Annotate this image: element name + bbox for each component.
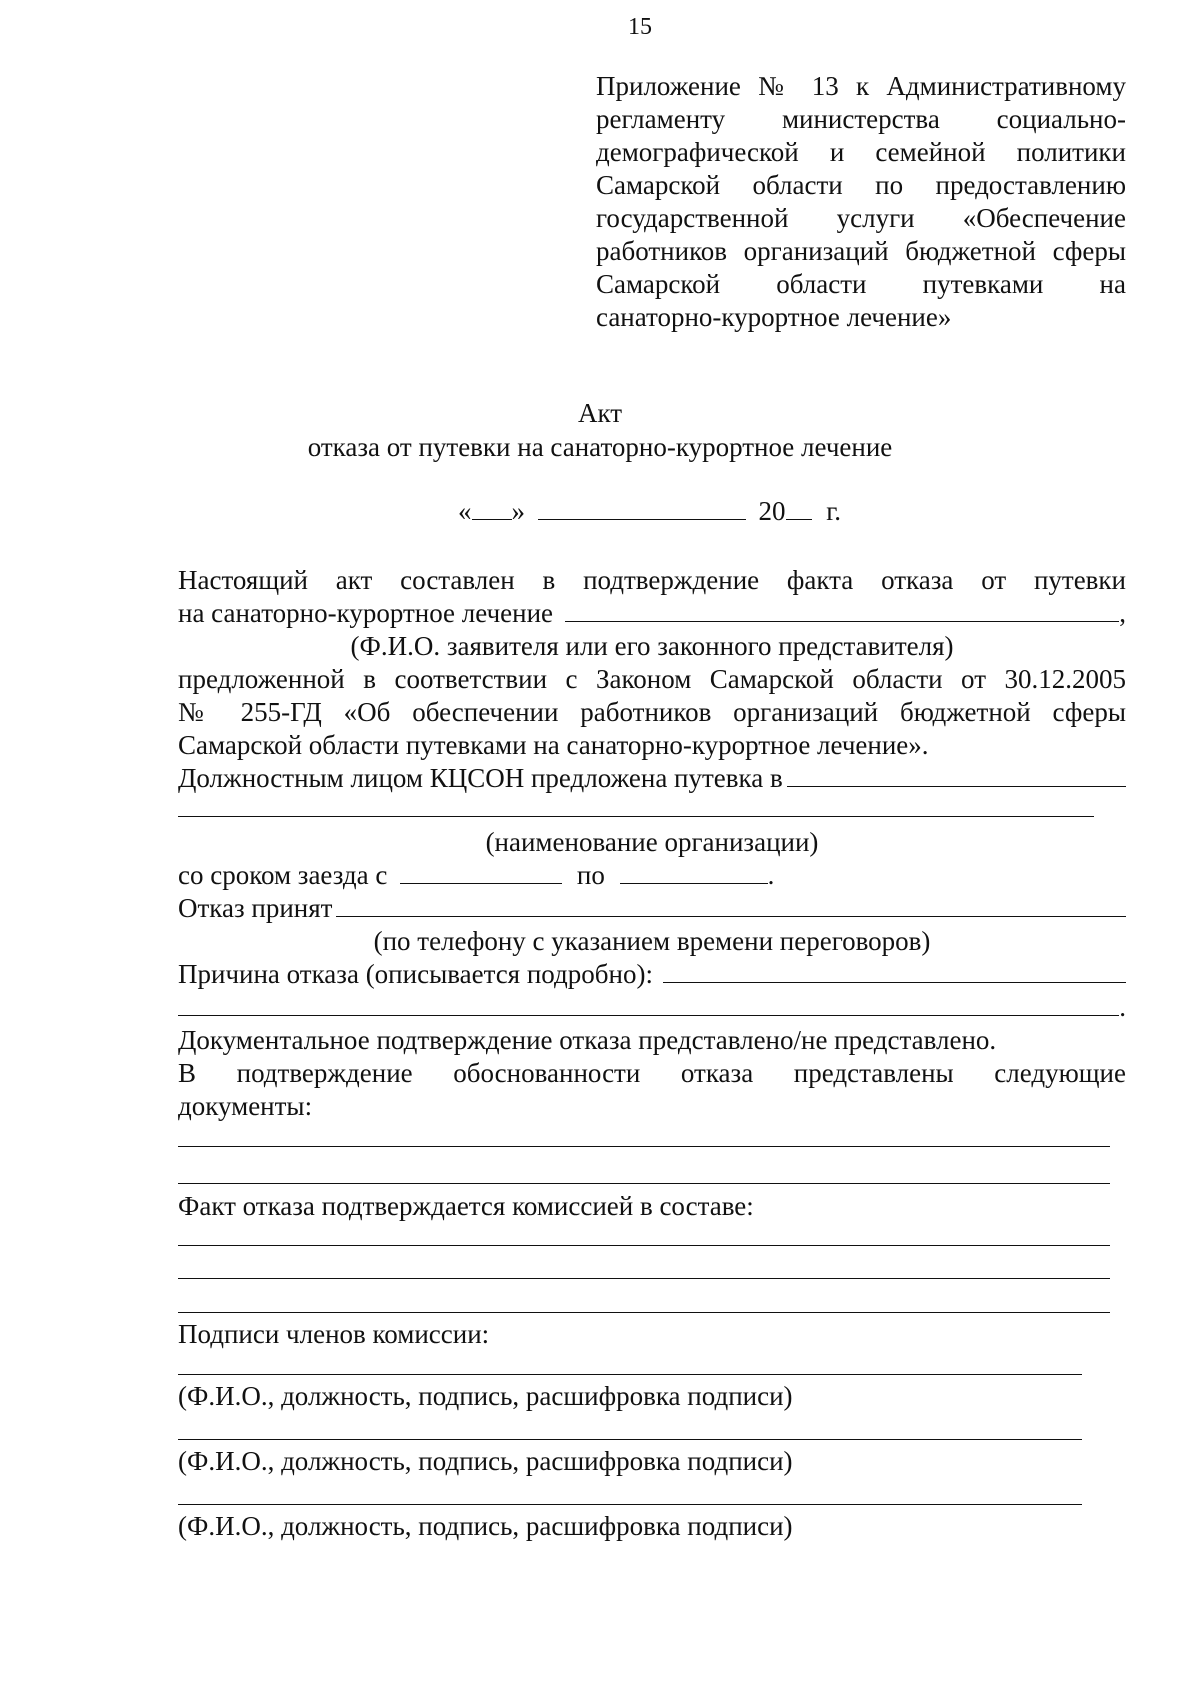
period-to: по — [576, 860, 605, 890]
refusal-received-line — [178, 892, 1126, 925]
signature-blank-1[interactable] — [178, 1374, 1082, 1375]
hint-fio: (Ф.И.О. заявителя или его законного представителя) — [350, 631, 954, 661]
document-subtitle: отказа от путевки на санаторно-курортное лечение — [307, 432, 893, 462]
year-blank[interactable] — [786, 497, 812, 520]
hint-org: (наименование организации) — [485, 827, 819, 857]
date-line — [458, 496, 841, 527]
paragraph-line: Настоящий акт составлен в подтверждение факта отказа от путевки — [178, 565, 1126, 595]
appendix-line: Приложение № 13 к Административному — [596, 71, 1126, 101]
paragraph-line: № 255-ГД «Об обеспечении работников организаций бюджетной сферы — [178, 697, 1126, 727]
offered-line — [178, 762, 1126, 795]
period-start-blank[interactable] — [400, 861, 562, 884]
offered-label: Должностным лицом КЦСОН предложена путевка в — [178, 763, 783, 793]
reason-end: . — [1119, 992, 1126, 1022]
signature-blank-3[interactable] — [178, 1504, 1082, 1505]
doc-confirmation: Документальное подтверждение отказа представлено/не представлено. — [178, 1025, 997, 1055]
period-line — [178, 859, 1126, 892]
appendix-line: Самарской области по предоставлению — [596, 170, 1126, 200]
applicant-name-blank[interactable] — [565, 599, 1119, 622]
paragraph-line: Самарской области путевками на санаторно-курортное лечение». — [178, 730, 929, 760]
month-blank[interactable] — [538, 497, 746, 520]
reason-blank[interactable] — [663, 960, 1126, 983]
period-prefix: со сроком заезда с — [178, 860, 388, 890]
organization-blank[interactable] — [787, 764, 1126, 787]
period-end-blank[interactable] — [620, 861, 768, 884]
period-end: . — [767, 860, 775, 890]
commission-blank-1[interactable] — [178, 1245, 1110, 1246]
signature-hint: (Ф.И.О., должность, подпись, расшифровка подписи) — [178, 1511, 793, 1541]
commission-blank-3[interactable] — [178, 1312, 1110, 1313]
appendix-line: работников организаций бюджетной сферы — [596, 236, 1126, 266]
documents-blank-2[interactable] — [178, 1183, 1110, 1184]
signature-hint: (Ф.И.О., должность, подпись, расшифровка подписи) — [178, 1381, 793, 1411]
close-quote: » — [511, 496, 525, 526]
reason-line — [178, 958, 1126, 991]
comma: , — [1119, 598, 1126, 628]
signature-hint: (Ф.И.О., должность, подпись, расшифровка подписи) — [178, 1446, 793, 1476]
page-number: 15 — [628, 14, 652, 40]
hint-phone: (по телефону с указанием времени переговоров) — [373, 926, 931, 956]
paragraph-line: документы: — [178, 1091, 313, 1121]
year-suffix: г. — [826, 496, 842, 526]
reason-line-2 — [178, 991, 1126, 1024]
appendix-line: Самарской области путевками на — [596, 269, 1126, 299]
reason-blank-2[interactable] — [178, 993, 1119, 1016]
appendix-header — [596, 70, 1126, 334]
commission-label: Факт отказа подтверждается комиссией в составе: — [178, 1191, 754, 1221]
signature-blank-2[interactable] — [178, 1439, 1082, 1440]
documents-blank-1[interactable] — [178, 1146, 1110, 1147]
document-title: Акт — [577, 398, 623, 428]
organization-blank-2[interactable] — [178, 816, 1094, 817]
year-prefix: 20 — [758, 496, 786, 526]
day-blank[interactable] — [472, 497, 512, 520]
commission-blank-2[interactable] — [178, 1278, 1110, 1279]
appendix-line: демографической и семейной политики — [596, 137, 1126, 167]
appendix-line: государственной услуги «Обеспечение — [596, 203, 1126, 233]
paragraph-line: В подтверждение обоснованности отказа представлены следующие — [178, 1058, 1126, 1088]
appendix-line: регламенту министерства социально- — [596, 104, 1126, 134]
refusal-received-blank[interactable] — [336, 894, 1126, 917]
refusal-received-label: Отказ принят — [178, 893, 333, 923]
reason-label: Причина отказа (описывается подробно): — [178, 959, 653, 989]
paragraph-line: предложенной в соответствии с Законом Самарской области от 30.12.2005 — [178, 664, 1126, 694]
paragraph-line: на санаторно-курортное лечение — [178, 598, 554, 628]
signatures-label: Подписи членов комиссии: — [178, 1319, 490, 1349]
appendix-line: санаторно-курортное лечение» — [596, 302, 952, 332]
applicant-line — [178, 597, 1126, 630]
open-quote: « — [458, 496, 472, 526]
